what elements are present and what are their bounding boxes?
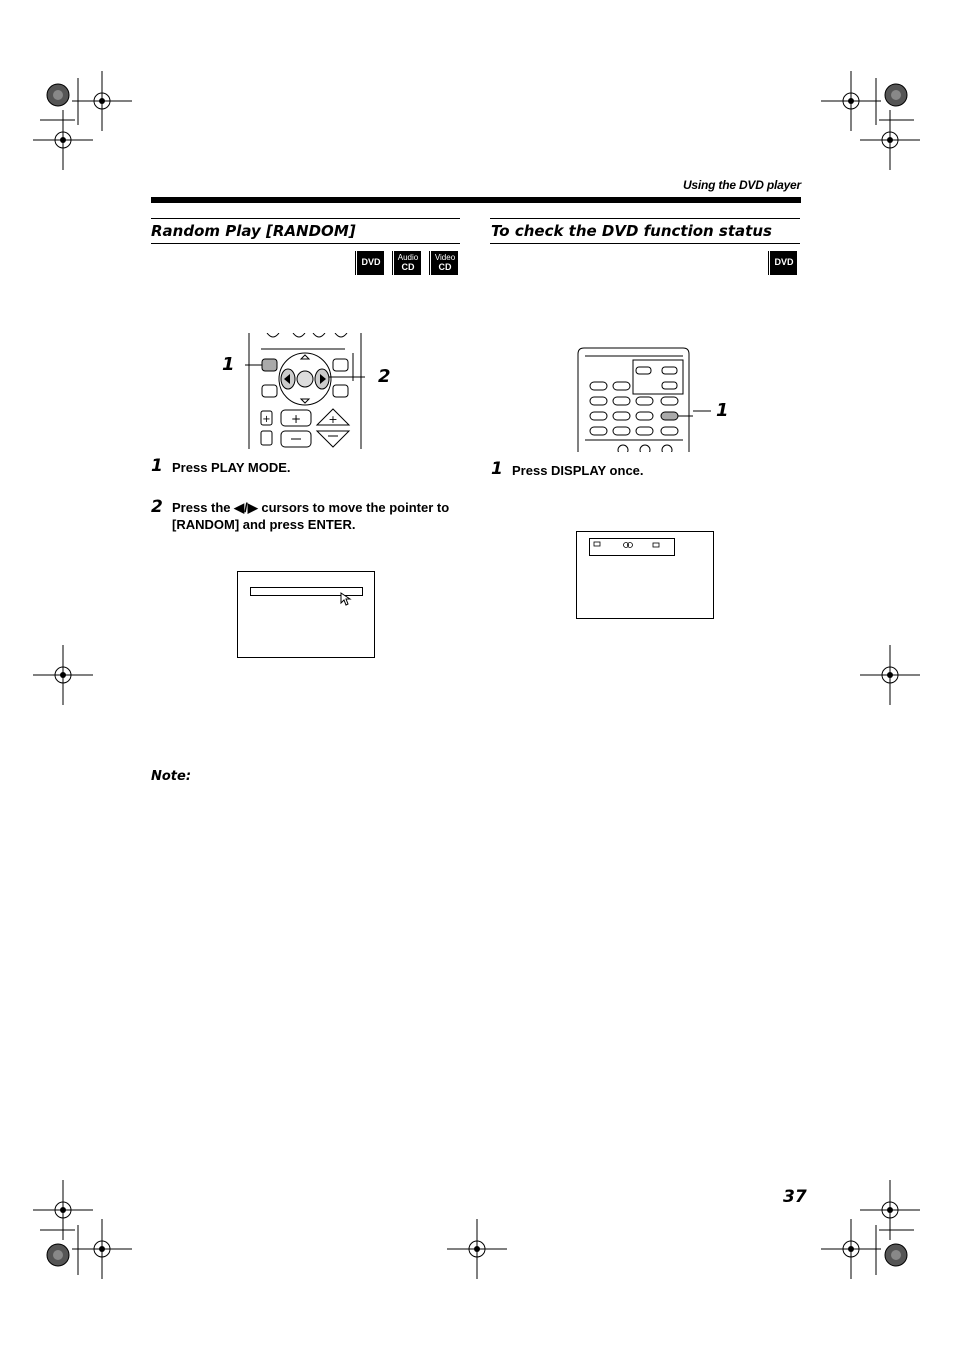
note-label: Note: <box>151 769 192 784</box>
step-text: Press PLAY MODE. <box>172 460 291 475</box>
remote-control-illustration <box>245 333 365 449</box>
left-title-rule-top <box>151 218 460 219</box>
tv-screen-illustration <box>576 531 714 619</box>
crosshair-icon <box>33 110 93 170</box>
page-number: 37 <box>783 1187 807 1207</box>
color-target-icon <box>885 1244 907 1266</box>
dvd-badge: DVD <box>352 251 384 275</box>
step-number: 2 <box>151 497 163 517</box>
right-title-rule-bottom <box>490 243 800 244</box>
tv-screen-illustration <box>237 571 375 658</box>
step-number: 1 <box>151 456 163 476</box>
crosshair-icon <box>860 110 920 170</box>
pointer-icon <box>340 592 352 606</box>
crosshair-icon <box>860 1180 920 1240</box>
status-bar <box>589 538 675 556</box>
color-target-icon <box>885 84 907 106</box>
step-text <box>172 499 462 533</box>
crosshair-icon <box>860 645 920 705</box>
svg-text:+: + <box>328 413 338 426</box>
right-section-title: To check the DVD function status <box>491 222 772 240</box>
crosshair-icon <box>821 71 881 131</box>
crosshair-icon <box>33 1180 93 1240</box>
left-title-rule-bottom <box>151 243 460 244</box>
step-text-line: Press the ◀/▶ cursors to move the pointer to <box>172 500 450 515</box>
video-cd-badge: Video CD <box>426 251 458 275</box>
audio-cd-badge: Audio CD <box>389 251 421 275</box>
crosshair-icon <box>33 645 93 705</box>
callout-1: 1 <box>716 400 729 421</box>
crosshair-icon <box>447 1219 507 1279</box>
left-section-title: Random Play [RANDOM] <box>151 222 356 240</box>
leader-line <box>693 409 713 413</box>
crosshair-icon <box>821 1219 881 1279</box>
callout-2: 2 <box>378 366 391 387</box>
step-number: 1 <box>491 459 503 479</box>
crosshair-icon <box>72 71 132 131</box>
svg-text:+: + <box>262 414 271 425</box>
right-title-rule-top <box>490 218 800 219</box>
header-rule <box>151 197 801 203</box>
dvd-badge: DVD <box>765 251 797 275</box>
status-icons <box>590 539 674 555</box>
running-header: Using the DVD player <box>682 178 801 192</box>
color-target-icon <box>47 84 69 106</box>
color-target-icon <box>47 1244 69 1266</box>
step-text-line: [RANDOM] and press ENTER. <box>172 517 356 532</box>
remote-control-illustration <box>575 346 693 452</box>
callout-1: 1 <box>222 354 235 375</box>
crosshair-icon <box>72 1219 132 1279</box>
step-text: Press DISPLAY once. <box>512 463 644 478</box>
svg-text:+: + <box>290 412 302 426</box>
